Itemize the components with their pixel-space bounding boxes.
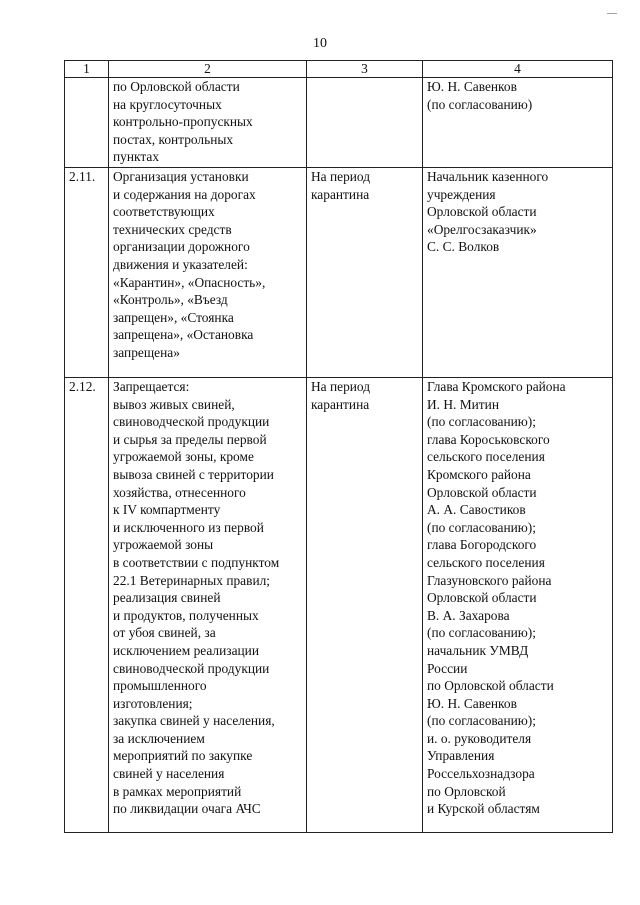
cell-line: промышленного [113,678,207,694]
cell-col3 [307,78,423,168]
cell-line: России [427,660,468,676]
measures-table [64,60,613,833]
cell-line: и продуктов, полученных [113,607,259,623]
cell-line: Глазуновского района [427,572,552,588]
table-row [65,78,613,168]
cell-line: по ликвидации очага АЧС [113,801,261,817]
cell-line: на круглосуточных [113,96,222,112]
row-number-cell: 2.12. [65,378,109,833]
table-row [65,378,613,833]
cell-line: Начальник казенного [427,169,549,184]
cell-col4 [423,78,613,168]
table-row [65,168,613,378]
cell-line: «Орелгосзаказчик» [427,221,537,237]
cell-line: реализация свиней [113,590,221,606]
cell-col4 [423,168,613,378]
row-number-cell [65,78,109,168]
cell-col2 [109,168,307,378]
cell-line: к IV компартменту [113,502,221,518]
cell-line: «Контроль», «Въезд [113,292,228,308]
table-header-row [65,61,613,78]
cell-line: вывоза свиней с территории [113,466,274,482]
cell-col2 [109,78,307,168]
cell-line: свиноводческой продукции [113,414,270,430]
cell-col2 [109,378,307,833]
cell-line: И. Н. Митин [427,396,499,412]
cell-line: Россельхознадзора [427,766,535,782]
cell-line: На период [311,379,371,394]
cell-line: свиней у населения [113,766,225,782]
cell-line: начальник УМВД [427,642,529,658]
cell-line: (по согласованию) [427,96,533,112]
cell-line: (по согласованию); [427,414,536,430]
cell-line: сельского поселения [427,449,545,465]
cell-line: А. А. Савостиков [427,502,526,518]
header-cell-3: 3 [307,61,423,78]
page-number: 10 [313,36,327,51]
cell-line: Ю. Н. Савенков [427,79,517,94]
cell-line: (по согласованию); [427,519,536,535]
header-cell-2: 2 [109,61,307,78]
cell-line: карантина [311,396,370,412]
cell-line: и Курской областям [427,801,540,817]
cell-line: Глава Кромского района [427,379,566,394]
cell-line: движения и указателей: [113,256,248,272]
cell-line: угрожаемой зоны [113,537,214,553]
cell-line: «Карантин», «Опасность», [113,274,266,290]
cell-col3 [307,168,423,378]
cell-line: закупка свиней у населения, [113,713,275,729]
cell-line: глава Богородского [427,537,537,553]
cell-line: 22.1 Ветеринарных правил; [113,572,271,588]
cell-line: сельского поселения [427,554,545,570]
cell-line: хозяйства, отнесенного [113,484,246,500]
cell-line: Орловской области [427,590,537,606]
cell-line: запрещена», «Остановка [113,327,254,343]
cell-line: от убоя свиней, за [113,625,216,641]
cell-line: и содержания на дорогах [113,186,256,202]
cell-line: по Орловской области [427,678,554,694]
cell-line: карантина [311,186,370,202]
cell-line: Кромского района [427,466,531,482]
cell-line: запрещена» [113,344,180,360]
cell-line: Ю. Н. Савенков [427,695,517,711]
scan-corner-mark: — [607,8,618,19]
cell-line: С. С. Волков [427,239,500,255]
cell-line: по Орловской области [113,79,240,94]
cell-line: организации дорожного [113,239,250,255]
table-body [65,61,613,833]
cell-line: На период [311,169,371,184]
cell-line: по Орловской [427,783,506,799]
cell-line: и исключенного из первой [113,519,264,535]
cell-line: угрожаемой зоны, кроме [113,449,254,465]
cell-line: технических средств [113,221,232,237]
cell-line: (по согласованию); [427,625,536,641]
cell-line: запрещен», «Стоянка [113,309,234,325]
cell-line: В. А. Захарова [427,607,510,623]
cell-line: Запрещается: [113,379,190,394]
cell-line: вывоз живых свиней, [113,396,235,412]
cell-line: Орловской области [427,484,537,500]
cell-line: Управления [427,748,495,764]
cell-line: за исключением [113,730,205,746]
cell-col3 [307,378,423,833]
cell-line: в соответствии с подпунктом [113,554,280,570]
header-cell-1: 1 [65,61,109,78]
cell-line: и сырья за пределы первой [113,431,267,447]
cell-line: в рамках мероприятий [113,783,242,799]
header-cell-4: 4 [423,61,613,78]
cell-line: Орловской области [427,204,537,220]
row-number-cell: 2.11. [65,168,109,378]
cell-line: изготовления; [113,695,193,711]
cell-line: свиноводческой продукции [113,660,270,676]
cell-line: глава Короськовского [427,431,550,447]
cell-line: пунктах [113,149,160,165]
cell-line: учреждения [427,186,496,202]
cell-line: постах, контрольных [113,131,234,147]
cell-line: (по согласованию); [427,713,536,729]
cell-line: соответствующих [113,204,215,220]
cell-line: мероприятий по закупке [113,748,253,764]
cell-line: исключением реализации [113,642,260,658]
cell-line: Организация установки [113,169,249,184]
cell-line: контрольно-пропускных [113,114,253,130]
cell-line: и. о. руководителя [427,730,532,746]
cell-col4 [423,378,613,833]
